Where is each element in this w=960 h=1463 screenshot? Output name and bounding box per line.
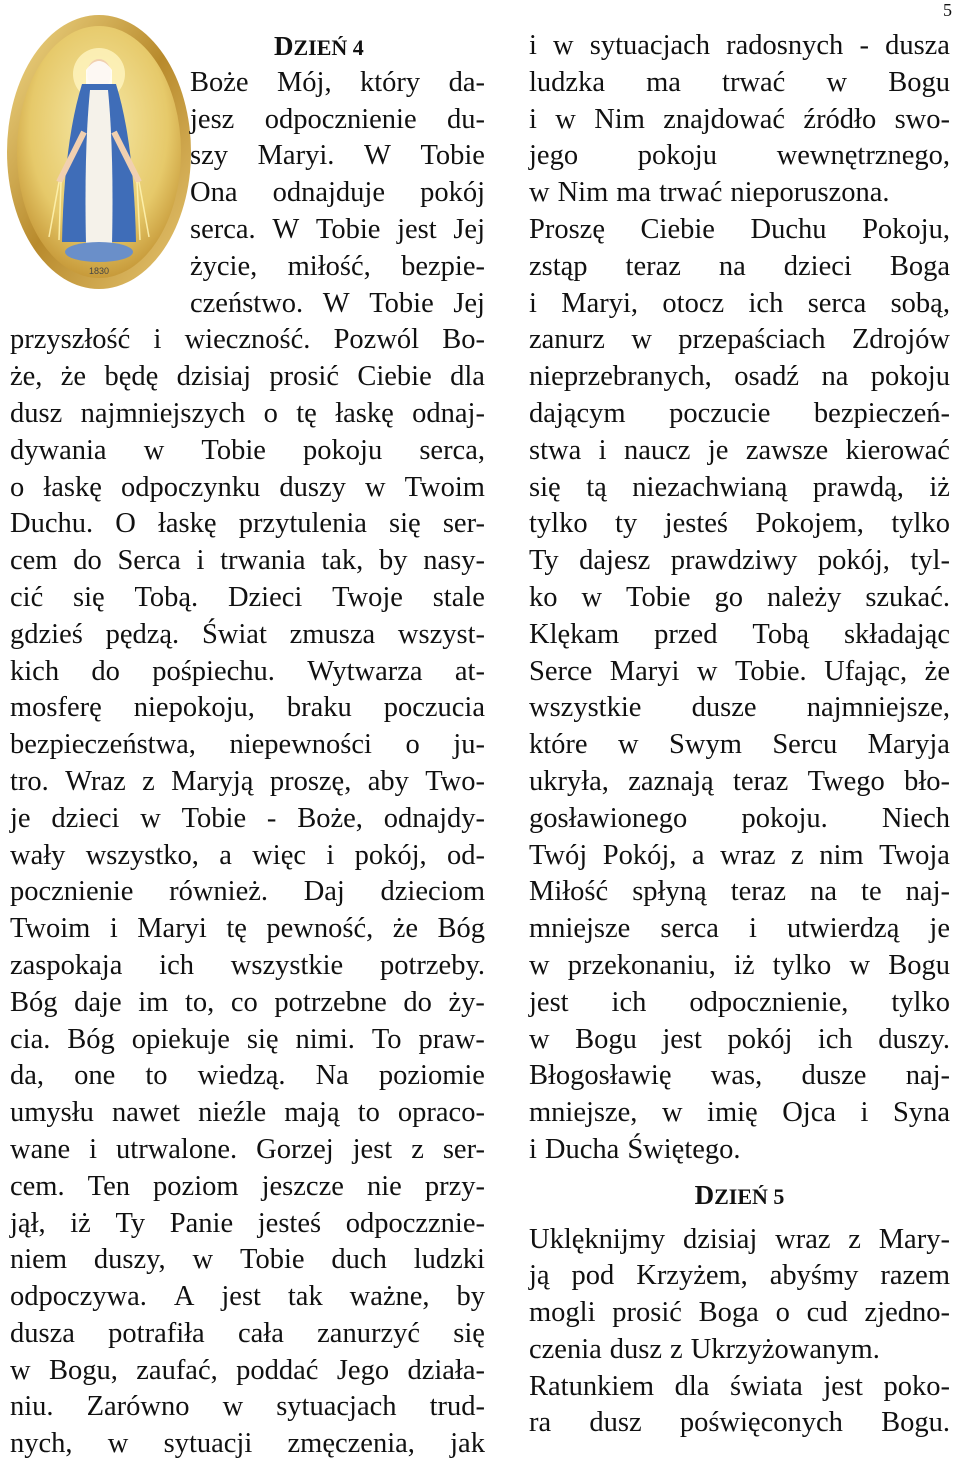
- text-line: wszystkie dusze najmniejsze,: [529, 692, 950, 724]
- text-line: które w Swym Sercu Maryja: [529, 729, 950, 761]
- text-line: życie, miłość, bezpie-: [190, 250, 485, 282]
- text-line: w Nim ma trwać nieporuszona.: [529, 177, 890, 209]
- text-line: niu. Zarówno w sytuacjach trud-: [10, 1391, 485, 1423]
- text-line: czeństwo. W Tobie Jej: [190, 287, 485, 319]
- text-line: jego pokoju wewnętrznego,: [529, 140, 950, 172]
- text-line: gdzieś pędzą. Świat zmusza wszyst-: [10, 618, 485, 650]
- text-line: w Bogu, zaufać, poddać Jego działa-: [10, 1354, 485, 1386]
- text-line: jął, iż Ty Panie jesteś odpoczznie-: [10, 1207, 485, 1239]
- text-line: Ratunkiem dla świata jest poko-: [529, 1370, 950, 1402]
- text-line: ko w Tobie go należy szukać.: [529, 581, 950, 613]
- text-line: zanurz w przepaściach Zdrojów: [529, 324, 950, 356]
- text-line: Klękam przed Tobą składając: [529, 618, 950, 650]
- text-line: zaspokaja ich wszystkie potrzeby.: [10, 949, 485, 981]
- text-line: nieprzebranych, osadź na pokoju: [529, 361, 950, 393]
- text-line: w przekonaniu, iż tylko w Bogu: [529, 949, 950, 981]
- text-line: Ona odnajduje pokój: [190, 177, 485, 209]
- day4-heading-initial: D: [274, 31, 294, 61]
- text-line: cem do Serca i trwania tak, by nasy-: [10, 545, 485, 577]
- text-line: mosferę niepokoju, braku poczucia: [10, 692, 485, 724]
- text-line: nych, w sytuacji zmęczenia, jak: [10, 1428, 485, 1460]
- text-line: bezpieczeństwa, niepewności o ju-: [10, 729, 485, 761]
- text-line: zstąp teraz na dzieci Boga: [529, 250, 950, 282]
- text-line: w Bogu jest pokój ich duszy.: [529, 1023, 950, 1055]
- text-line: umysłu nawet nieźle mają to opraco-: [10, 1097, 485, 1129]
- medal-year: 1830: [88, 266, 110, 276]
- text-line: serca. W Tobie jest Jej: [190, 213, 485, 245]
- text-line: że, że będę dzisiaj prosić Ciebie dla: [10, 361, 485, 393]
- text-line: niem duszy, w Tobie duch ludzki: [10, 1244, 485, 1276]
- right-column: [529, 28, 950, 1442]
- text-line: szy Maryi. W Tobie: [190, 140, 485, 172]
- day5-heading-rest: ZIEŃ 5: [714, 1183, 785, 1209]
- text-line: kich do pośpiechu. Wytwarza at-: [10, 655, 485, 687]
- text-line: Proszę Ciebie Duchu Pokoju,: [529, 213, 950, 245]
- text-line: ra dusz poświęconych Bogu.: [529, 1407, 950, 1439]
- text-line: i Ducha Świętego.: [529, 1133, 741, 1165]
- text-line: tro. Wraz z Maryją proszę, aby Two-: [10, 765, 485, 797]
- text-line: jesz odpocznienie du-: [190, 103, 485, 135]
- text-line: ukryła, zaznają teraz Twego bło-: [529, 765, 950, 797]
- text-line: Uklęknijmy dzisiaj wraz z Mary-: [529, 1223, 950, 1255]
- text-line: jest ich odpocznienie, tylko: [529, 986, 950, 1018]
- text-line: cić się Tobą. Dzieci Twoje stale: [10, 581, 485, 613]
- text-line: i w Nim znajdować źródło swo-: [529, 103, 950, 135]
- text-line: mogli prosić Boga o cud zjedno-: [529, 1297, 950, 1329]
- text-line: cem. Ten poziom jeszcze nie przy-: [10, 1170, 485, 1202]
- text-line: je dzieci w Tobie - Boże, odnajdy-: [10, 802, 485, 834]
- page-number: 5: [943, 0, 952, 20]
- day4-heading: [184, 28, 485, 65]
- left-column: [10, 28, 485, 1463]
- text-line: odpoczywa. A jest tak ważne, by: [10, 1281, 485, 1313]
- text-line: dywania w Tobie pokoju serca,: [10, 434, 485, 466]
- text-line: Ty dajesz prawdziwy pokój, tyl-: [529, 545, 950, 577]
- day5-heading-initial: D: [694, 1179, 715, 1210]
- text-line: przyszłość i wieczność. Pozwól Bo-: [10, 324, 485, 356]
- text-line: Miłość spłyną teraz na te naj-: [529, 876, 950, 908]
- day5-heading: [529, 1177, 950, 1214]
- text-line: Boże Mój, który da-: [190, 66, 485, 98]
- text-line: wały wszystko, a więc i pokój, od-: [10, 839, 485, 871]
- text-line: dusza potrafiła cała zanurzyć się: [10, 1317, 485, 1349]
- day4-heading-rest: ZIEŃ 4: [293, 35, 364, 60]
- text-line: pocznienie również. Daj dzieciom: [10, 876, 485, 908]
- text-line: Bóg daje im to, co potrzebne do ży-: [10, 986, 485, 1018]
- text-line: wane i utrwalone. Gorzej jest z ser-: [10, 1133, 485, 1165]
- text-line: i Maryi, otocz ich serca sobą,: [529, 287, 950, 319]
- text-line: tylko ty jesteś Pokojem, tylko: [529, 508, 950, 540]
- text-line: o łaskę odpoczynku duszy w Twoim: [10, 471, 485, 503]
- text-line: Duchu. O łaskę przytulenia się ser-: [10, 508, 485, 540]
- text-line: cia. Bóg opiekuje się nimi. To praw-: [10, 1023, 485, 1055]
- text-line: gosławionego pokoju. Niech: [529, 802, 950, 834]
- text-line: Serce Maryi w Tobie. Ufając, że: [529, 655, 950, 687]
- text-line: Twoim i Maryi tę pewność, że Bóg: [10, 913, 485, 945]
- text-line: dusz najmniejszych o tę łaskę odnaj-: [10, 397, 485, 429]
- text-line: czenia dusz z Ukrzyżowanym.: [529, 1333, 880, 1365]
- text-line: mniejsze serca i utwierdzą je: [529, 913, 950, 945]
- text-line: da, one to wiedzą. Na poziomie: [10, 1060, 485, 1092]
- text-line: się tą niezachwianą prawdą, iż: [529, 471, 950, 503]
- text-line: i w sytuacjach radosnych - dusza: [529, 30, 950, 61]
- text-line: mniejsze, w imię Ojca i Syna: [529, 1097, 950, 1129]
- text-line: ją pod Krzyżem, abyśmy razem: [529, 1260, 950, 1292]
- text-line: ludzka ma trwać w Bogu: [529, 66, 950, 98]
- text-line: Błogosławię was, dusze naj-: [529, 1060, 950, 1092]
- text-line: dającym poczucie bezpieczeń-: [529, 397, 950, 429]
- text-line: Twój Pokój, a wraz z nim Twoja: [529, 839, 950, 871]
- text-line: stwa i naucz je zawsze kierować: [529, 434, 950, 466]
